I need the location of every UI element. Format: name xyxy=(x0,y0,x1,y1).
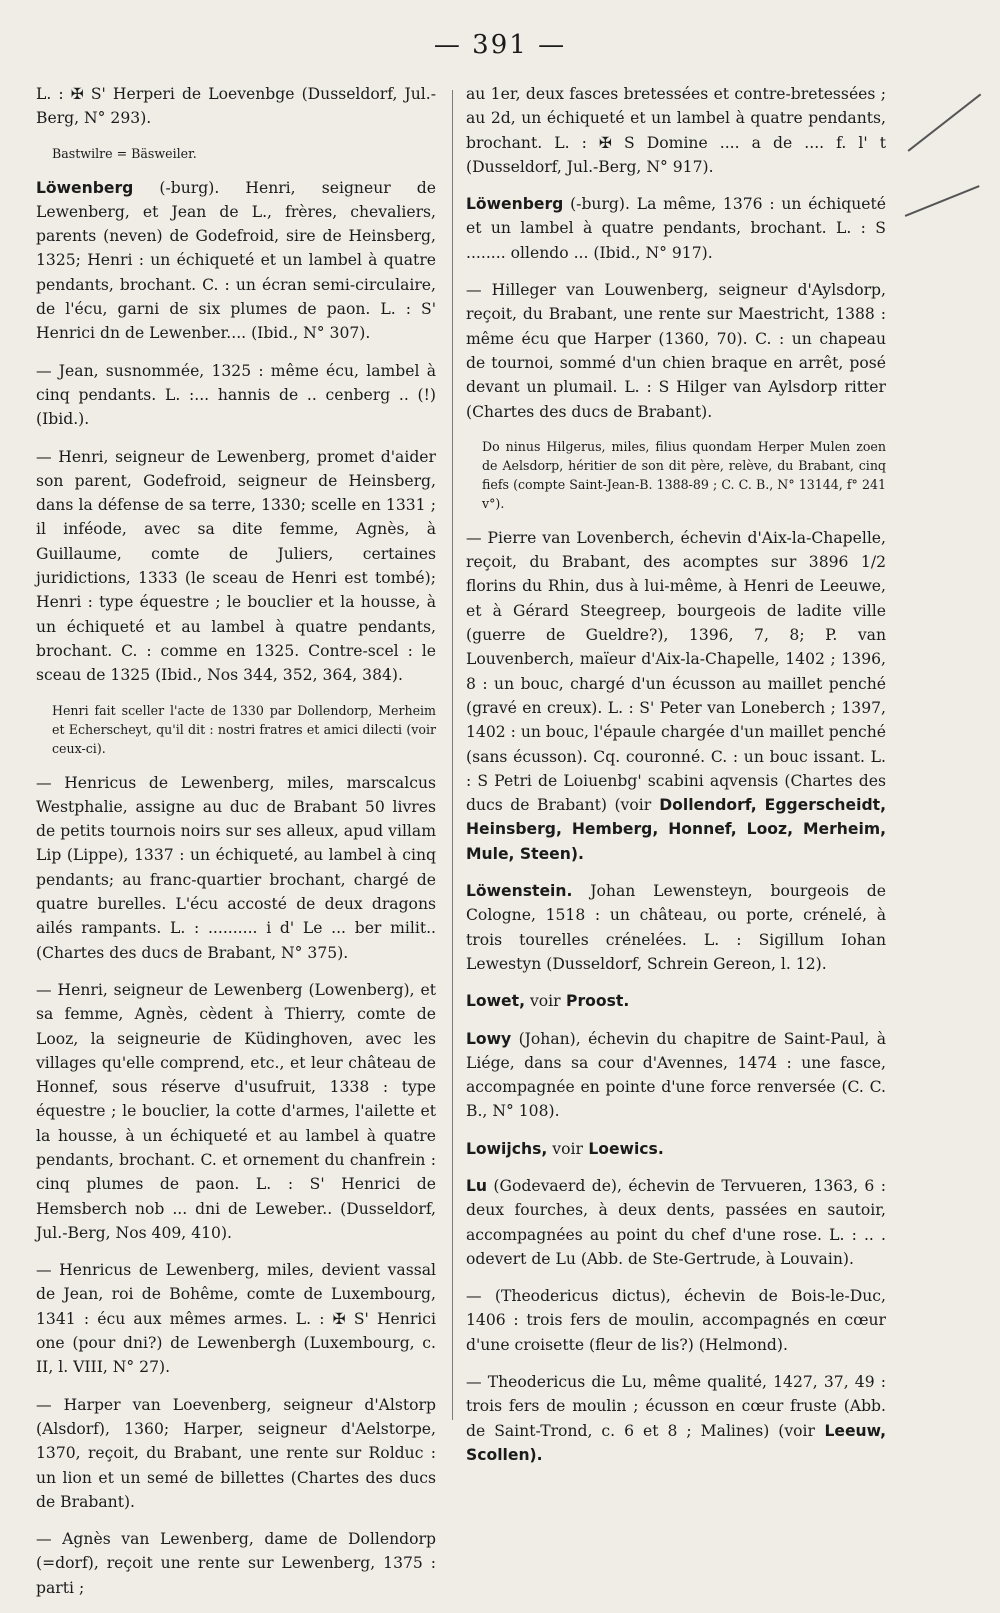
entry-heading: Lowy xyxy=(466,1029,512,1048)
entry-text: Henri fait sceller l'acte de 1330 par Dollendorp, Merheim et Echerscheyt, qu'il dit : nostri fratres et amici dilecti (voir ceux-ci). xyxy=(52,702,436,756)
entry-text: — (Theodericus dictus), échevin de Bois-le-Duc, 1406 : trois fers de moulin, accompagnés en cœur d'une croisette (fleur de lis?) (Helmond). xyxy=(466,1287,886,1354)
entry-paragraph xyxy=(466,192,886,265)
entry-heading: Löwenstein. xyxy=(466,882,573,901)
entry-paragraph xyxy=(36,82,436,131)
entry-text: voir xyxy=(525,992,561,1011)
entry-text: (Johan), échevin du chapitre de Saint-Paul, à Liége, dans sa cour d'Avennes, 1474 : une fasce, accompagnée en pointe d'une force renversée (C. C. B., N° 108). xyxy=(466,1029,886,1121)
entry-paragraph xyxy=(36,978,436,1245)
entry-paragraph xyxy=(466,989,886,1013)
entry-paragraph xyxy=(466,879,886,976)
entry-paragraph xyxy=(466,526,886,866)
cross-reference: Leeuw, Scollen). xyxy=(466,1421,886,1464)
cross-reference: Proost. xyxy=(560,992,630,1011)
entry-text: — Pierre van Lovenberch, échevin d'Aix-la-Chapelle, reçoit, du Brabant, des acomptes sur 3896 1/2 florins du Rhin, dus à lui-même, à Henri de Leeuwe, et à Gérard Steegreep, bourgeois de ladite ville (guerre de Gueldre?), 1396, 7, 8; P. van Louvenberch, maïeur d'Aix-la-Chapelle, 1402 ; 1396, 8 : un bouc, chargé d'un écusson au maillet penché (gravé en creux). L. : S' Peter van Loneberch ; 1397, 1402 : un bouc, l'épaule chargée d'un maillet penché (sans écusson). Cq. couronné. C. : un bouc issant. L. : S Petri de Loiuenbg' scabini aqvensis (Chartes des ducs de Brabant) (voir xyxy=(466,528,886,815)
entry-heading: Lu xyxy=(466,1176,488,1195)
entry-heading: Löwenberg xyxy=(466,195,564,214)
entry-text: — Theodericus die Lu, même qualité, 1427, 37, 49 : trois fers de moulin ; écusson en cœur fruste (Abb. de Saint-Trond, c. 6 et 8 ; Malines) (voir xyxy=(466,1373,886,1440)
right-column xyxy=(466,82,886,1480)
cross-reference: Loewics. xyxy=(582,1139,664,1158)
entry-paragraph xyxy=(466,278,886,424)
page-number: — 391 — xyxy=(433,30,567,60)
entry-paragraph xyxy=(466,1174,886,1271)
entry-paragraph xyxy=(466,1284,886,1357)
entry-text: L. : ✠ S' Herperi de Loevenbge (Dusseldorf, Jul.-Berg, N° 293). xyxy=(36,85,436,128)
entry-paragraph xyxy=(466,1137,886,1161)
entry-paragraph xyxy=(36,445,436,688)
entry-text: (-burg). Henri, seigneur de Lewenberg, et Jean de L., frères, chevaliers, parents (neven) de Godefroid, sire de Heinsberg, 1325; Henri : un échiqueté et un lambel à quatre pendants, brochant. C. : un écran semi-circulaire, de l'écu, garni de six plumes de paon. L. : S' Henrici dn de Lewenber.... (Ibid., N° 307). xyxy=(36,178,436,343)
entry-text: Bastwilre = Bäsweiler. xyxy=(52,145,197,161)
entry-text: (-burg). La même, 1376 : un échiqueté et un lambel à quatre pendants, brochant. L. : S ........ ollendo ... (Ibid., N° 917). xyxy=(466,195,886,262)
footnote xyxy=(482,437,886,513)
entry-text: — Henri, seigneur de Lewenberg (Lowenberg), et sa femme, Agnès, cèdent à Thierry, comte de Looz, la seigneurie de Küdinghoven, avec les villages qu'elle comprend, etc., et leur château de Honnef, sous réserve d'usufruit, 1338 : type équestre ; le bouclier, la cotte d'armes, l'ailette et la housse, à un échiqueté et au lambel à quatre pendants, brochant. C. et ornement du chanfrein : cinq plumes de paon. L. : S' Henrici de Hemsberch nob ... dni de Leweber.. (Dusseldorf, Jul.-Berg, Nos 409, 410). xyxy=(36,980,436,1242)
entry-paragraph xyxy=(466,1370,886,1467)
entry-text: (Godevaerd de), échevin de Tervueren, 1363, 6 : deux fourches, à deux dents, passées en sautoir, accompagnées au point du chef d'une rose. L. : .. . odevert de Lu (Abb. de Ste-Gertrude, à Louvain). xyxy=(466,1176,886,1268)
entry-heading: Löwenberg xyxy=(36,178,134,197)
pencil-mark xyxy=(908,94,981,152)
entry-text: — Harper van Loevenberg, seigneur d'Alstorp (Alsdorf), 1360; Harper, seigneur d'Aelstorpe, 1370, reçoit, du Brabant, une rente sur Rolduc : un lion et un semé de billettes (Chartes des ducs de Brabant). xyxy=(36,1395,436,1511)
entry-text: au 1er, deux fasces bretessées et contre-bretessées ; au 2d, un échiqueté et un lambel à quatre pendants, brochant. L. : ✠ S Domine .... a de .... f. l' t (Dusseldorf, Jul.-Berg, N° 917). xyxy=(466,85,886,176)
entry-text: — Hilleger van Louwenberg, seigneur d'Aylsdorp, reçoit, du Brabant, une rente sur Maestricht, 1388 : même écu que Harper (1360, 70). C. : un chapeau de tournoi, sommé d'un chien braque en arrêt, posé devant un plumail. L. : S Hilger van Aylsdorp ritter (Chartes des ducs de Brabant). xyxy=(466,281,886,421)
entry-heading: Lowijchs, xyxy=(466,1139,548,1158)
entry-text: — Henri, seigneur de Lewenberg, promet d'aider son parent, Godefroid, seigneur de Heinsberg, dans la défense de sa terre, 1330; scelle en 1331 ; il inféode, avec sa dite femme, Agnès, à Guillaume, comte de Juliers, certaines juridictions, 1333 (le sceau de Henri est tombé); Henri : type équestre ; le bouclier et la housse, à un échiqueté et au lambel à quatre pendants, brochant. C. : comme en 1325. Contre-scel : le sceau de 1325 (Ibid., Nos 344, 352, 364, 384). xyxy=(36,447,436,685)
entry-paragraph xyxy=(36,1258,436,1379)
entry-text: Johan Lewensteyn, bourgeois de Cologne, 1518 : un château, ou porte, crénelé, à trois tourelles crénelées. L. : Sigillum Iohan Lewestyn (Dusseldorf, Schrein Gereon, l. 12). xyxy=(466,882,886,973)
entry-text: — Henricus de Lewenberg, miles, devient vassal de Jean, roi de Bohême, comte de Luxembourg, 1341 : écu aux mêmes armes. L. : ✠ S' Henrici one (pour dni?) de Lewenbergh (Luxembourg, c. II, l. VIII, N° 27). xyxy=(36,1261,436,1377)
entry-paragraph xyxy=(36,1393,436,1514)
footnote xyxy=(52,144,436,163)
entry-paragraph xyxy=(36,176,436,346)
entry-paragraph xyxy=(36,771,436,965)
entry-paragraph xyxy=(466,1027,886,1124)
entry-text: Do ninus Hilgerus, miles, filius quondam Herper Mulen zoen de Aelsdorp, héritier de son dit père, relève, du Brabant, cinq fiefs (compte Saint-Jean-B. 1388-89 ; C. C. B., N° 13144, f° 241 v°). xyxy=(482,438,886,511)
entry-text: voir xyxy=(547,1139,583,1158)
footnote xyxy=(52,701,436,758)
entry-paragraph xyxy=(466,82,886,179)
entry-text: — Henricus de Lewenberg, miles, marscalcus Westphalie, assigne au duc de Brabant 50 livres de petits tournois noirs sur ses alleux, apud villam Lip (Lippe), 1337 : un échiqueté, au lambel à cinq pendants; au franc-quartier brochant, chargé de quatre burelles. L'écu accosté de deux dragons ailés rampants. L. : .......... i d' Le ... ber milit.. (Chartes des ducs de Brabant, N° 375). xyxy=(36,773,436,962)
entry-paragraph xyxy=(36,1527,436,1600)
entry-paragraph xyxy=(36,359,436,432)
pencil-mark xyxy=(905,185,980,216)
cross-reference: Dollendorf, Eggerscheidt, Heinsberg, Hemberg, Honnef, Looz, Merheim, Mule, Steen). xyxy=(466,796,887,863)
entry-text: — Agnès van Lewenberg, dame de Dollendorp (=dorf), reçoit une rente sur Lewenberg, 1375 : parti ; xyxy=(36,1530,436,1597)
entry-heading: Lowet, xyxy=(466,992,526,1011)
entry-text: — Jean, susnommée, 1325 : même écu, lambel à cinq pendants. L. :... hannis de .. cenberg .. (!) (Ibid.). xyxy=(36,361,436,429)
left-column xyxy=(36,82,436,1613)
column-divider xyxy=(452,90,453,1420)
